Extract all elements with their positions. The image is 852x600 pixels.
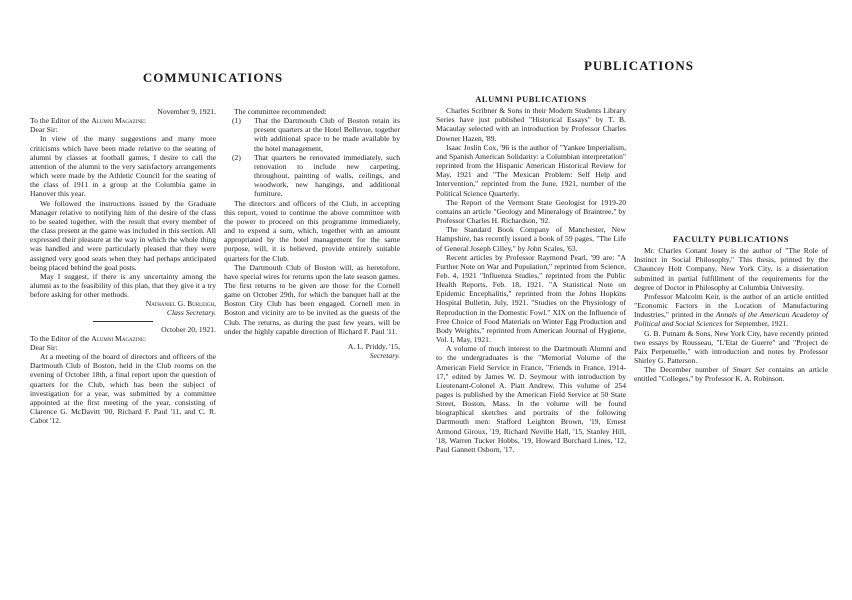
letter-divider — [93, 321, 153, 322]
alumni-entry-6: A volume of much interest to the Dartmouth Alumni and to the undergraduates is the "Memorial Volume of the American Field Service in France, "Friends in France, 1914-17," edited by James W. D. Seymour with introduction by Lieutenant-Colonel A. Piatt Andrew. This volume of 254 pages is published by the American Field Service at 50 State Street, Boston, Mass. In the volume will be found biographical sketches and portraits of the following Dartmouth men: Stafford Leighton Brown, '19, Ernest Armond Giroux, '19, Richard Neville Hall, '15, Stanley Hill, '18, Warren Tucker Hobbs, '19, Howard Burchard Lines, '12, Paul Gannett Osborn, '17. — [436, 344, 626, 454]
letter1-date: November 9, 1921. — [157, 107, 216, 116]
letter2-committee-intro: The committee recommended: — [234, 107, 327, 116]
publications-title: PUBLICATIONS — [583, 58, 694, 73]
letter2-paragraph-2: The directors and officers of the Club, in accepting this report, voted to continue the above committee with the power to proceed on this programme immediately, and to expend a sum, which, together with an amount appropriated by the hotel management for the same purpose, will, it is believed, provide entirely suitable quarters for the Club. — [224, 198, 400, 263]
letter1-addressee: To the Editor of the Alumni Magazine: — [30, 116, 147, 126]
letter1-paragraph-1: In view of the many suggestions and many more criticisms which have been made relative to the seating of alumni by classes at football games, I desire to call the attention of the alumni to the very satisfactory arrangements which were made by the Athletic Council for the seating of the class of 1911 in a group at the Columbia game in Hanover this year. — [30, 134, 216, 199]
communications-column-1 — [30, 107, 216, 425]
letter1-signature-name: Nathaniel G. Burleigh, — [145, 299, 216, 309]
letter1-salutation: Dear Sir: — [30, 125, 58, 135]
letter1-signature-title: Class Secretary. — [166, 308, 216, 318]
letter2-date: October 20, 1921. — [161, 324, 216, 334]
alumni-entry-4: The Standard Book Company of Manchester, New Hampshire, has recently issued a book of 59 pages, "The Life of General Joseph Cilley," by John Scales, '63. — [436, 225, 626, 253]
letter2-addressee: To the Editor of the Alumni Magazine: — [30, 333, 147, 343]
alumni-publications-heading: ALUMNI PUBLICATIONS — [475, 95, 587, 104]
faculty-entry-3: G. B. Putnam & Sons, New York City, have recently printed two essays by Rousseau, "L'Etat de Guerre" and "Project de Paix Perpetuelle," with introduction and notes by Professor Shirley G. Patterson. — [634, 328, 828, 366]
faculty-entry-4: The December number of Smart Set contains an article entitled "Colleges," by Professor K. A. Robinson. — [634, 365, 828, 384]
publications-page — [426, 0, 852, 600]
faculty-entry-2: Professor Malcolm Keir, is the author of an article entitled "Economic Factors in the Location of Manufacturing Industries," printed in the Annals of the American Academy of Political and Social Sciences for September, 1921. — [634, 291, 828, 329]
alumni-entry-3: The Report of the Vermont State Geologist for 1919-20 contains an article "Geology and Mineralogy of Braintree," by Professor Charles H. Richardson, '92. — [436, 197, 626, 226]
letter2-paragraph-1: At a meeting of the board of directors and officers of the Dartmouth Club of Boston, held in the Club rooms on the evening of October 18th, a final report upon the question of quarters for the Club, which has been the subject of investigation for a year, was submitted by a committee appointed at the first meeting of the year, consisting of Clarence G. McDavitt '00, Richard F. Paul '11, and C. R. Cabot '12. — [30, 352, 216, 426]
faculty-publications-heading: FACULTY PUBLICATIONS — [672, 235, 789, 244]
letter2-paragraph-3: The Dartmouth Club of Boston will, as heretofore, have special wires for returns upon the late season games. The first returns to be given are those for the Cornell game on October 29th, for which the banquet hall at the Boston City Club has been engaged. Cornell men in Boston and vicinity are to be invited as the guests of the Club. The returns, as during the past few years, will be under the highly capable direction of Richard F. Paul '11. — [224, 262, 400, 336]
publications-column-2 — [634, 95, 828, 384]
communications-title: COMMUNICATIONS — [142, 70, 284, 85]
committee-recommendation-1: (1) That the Dartmouth Club of Boston retain its present quarters at the Hotel Bellevue, together with additional space to be made available by the hotel management, — [232, 116, 400, 153]
letter1-paragraph-3: May I suggest, if there is any uncertainty among the alumni as to the feasibility of this plan, that they give it a try before asking for other methods. — [30, 271, 216, 300]
letter2-signature-name: A. L. Priddy, '15, — [347, 341, 400, 351]
communications-column-2 — [224, 107, 400, 360]
publications-column-1 — [436, 95, 626, 454]
alumni-entry-2: Isaac Joslin Cox, '96 is the author of "Yankee Imperialism, and Spanish American Solidarity: a Columbian interpretation" reprinted from the Hispanic American Historical Review for May, 1921 and "The Mexican Problem: Self Help and Intervention," reprinted from the June, 1921, number of the Political Science Quarterly. — [436, 142, 626, 198]
letter2-salutation: Dear Sir: — [30, 342, 58, 352]
alumni-entry-5: Recent articles by Professor Raymond Pearl, '99 are: "A Further Note on War and Population," reprinted from Science, Feb. 4, 1921 "Influenza Studies," reprinted from the Public Health Reports, Feb. 18, 1921. "A Statistical Note on Epidemic Encephalitis," reprinted from the Johns Hopkins Hospital Bulletin, July, 1921. "Studies on the Physiology of Reproduction in the Domestic Fowl." XIX on the Influence of Free Choice of Food Materials on Winter Egg Production and Body Weights," reprinted from American Journal of Hygiene, Vol. I, May, 1921. — [436, 252, 626, 345]
committee-recommendation-2: (2) That quarters be renovated immediately, such renovation to include new carpeting, throughout, painting of walls, ceilings, and woodwork, new hangings, and additional furniture. — [232, 152, 400, 199]
letter1-paragraph-2: We followed the instructions issued by the Graduate Manager relative to notifying him of the desire of the class to be seated together, with the result that every member of the class present at the game was included in this section. All expressed their pleasure at the way in which the whole thing was handled and were particularly pleased that they were assigned very good seats when they had perhaps anticipated being placed behind the goal posts. — [30, 198, 216, 272]
faculty-entry-1: Mr. Charles Conant Josey is the author of "The Role of Instinct in Social Philosophy," This thesis, printed by the Chauncey Holt Company, New York City, is a dissertation submitted in partial fulfillment of the requirements for the degree of Doctor in Philosophy at Columbia University. — [634, 246, 828, 292]
alumni-entry-1: Charles Scribner & Sons in their Modern Students Library Series have just published "Historical Essays" by T. B. Macaulay selected with an introduction by Professor Charles Downer Hazen, '89. — [436, 106, 626, 143]
letter2-signature-title: Secretary. — [369, 351, 400, 361]
